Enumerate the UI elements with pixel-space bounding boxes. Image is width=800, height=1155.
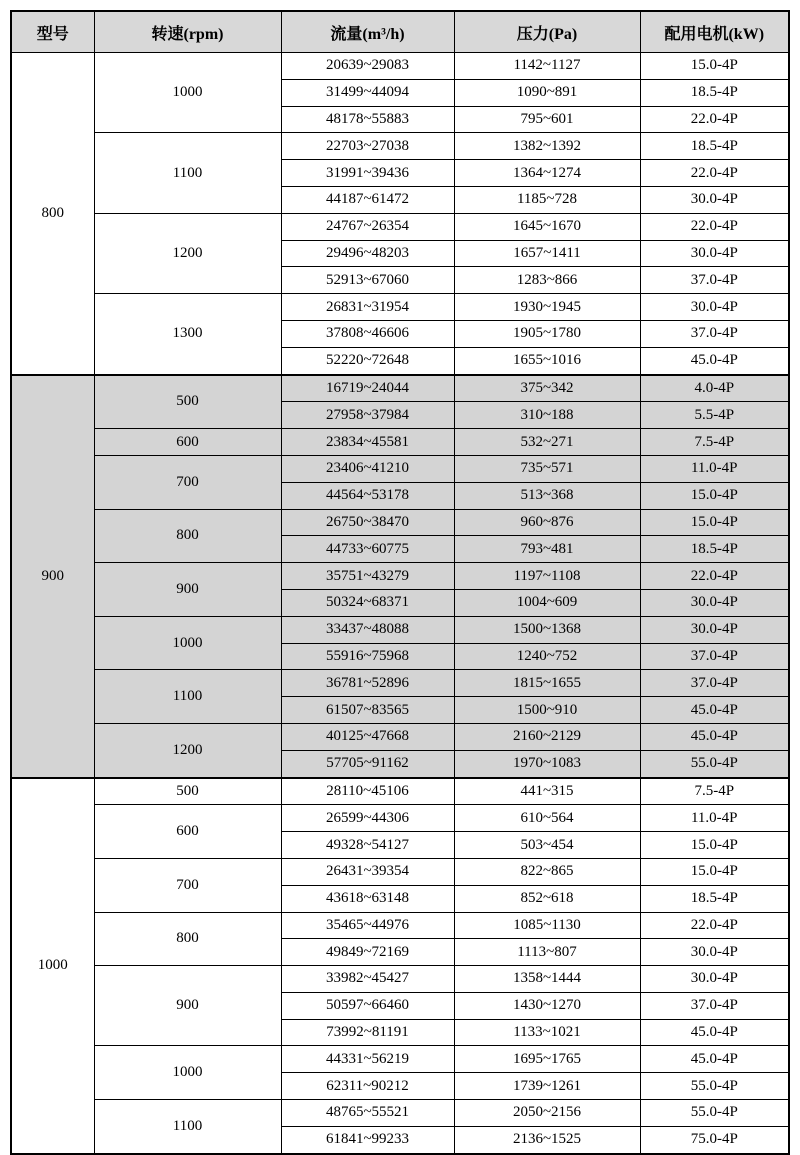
pressure-cell: 503~454 — [454, 832, 640, 859]
flow-cell: 44733~60775 — [281, 536, 454, 563]
model-cell: 900 — [11, 375, 94, 778]
pressure-cell: 1283~866 — [454, 267, 640, 294]
flow-cell: 36781~52896 — [281, 670, 454, 697]
speed-cell: 500 — [94, 375, 281, 429]
pressure-cell: 1090~891 — [454, 79, 640, 106]
motor-cell: 37.0-4P — [640, 992, 789, 1019]
table-row — [11, 858, 789, 885]
table-row — [11, 133, 789, 160]
pressure-cell: 822~865 — [454, 858, 640, 885]
motor-cell: 15.0-4P — [640, 832, 789, 859]
flow-cell: 43618~63148 — [281, 885, 454, 912]
speed-cell: 900 — [94, 563, 281, 617]
speed-cell: 1000 — [94, 53, 281, 133]
motor-cell: 18.5-4P — [640, 885, 789, 912]
motor-cell: 37.0-4P — [640, 320, 789, 347]
motor-cell: 15.0-4P — [640, 858, 789, 885]
flow-cell: 31991~39436 — [281, 160, 454, 187]
table-row — [11, 429, 789, 456]
pressure-cell: 2050~2156 — [454, 1100, 640, 1127]
pressure-cell: 1695~1765 — [454, 1046, 640, 1073]
pressure-cell: 1905~1780 — [454, 320, 640, 347]
model-cell: 800 — [11, 53, 94, 375]
flow-cell: 52220~72648 — [281, 347, 454, 374]
table-row — [11, 563, 789, 590]
flow-cell: 49328~54127 — [281, 832, 454, 859]
motor-cell: 37.0-4P — [640, 267, 789, 294]
pressure-cell: 375~342 — [454, 375, 640, 402]
table-row — [11, 1046, 789, 1073]
table-row — [11, 778, 789, 805]
flow-cell: 26431~39354 — [281, 858, 454, 885]
motor-cell: 11.0-4P — [640, 805, 789, 832]
pressure-cell: 1739~1261 — [454, 1073, 640, 1100]
flow-cell: 22703~27038 — [281, 133, 454, 160]
flow-cell: 49849~72169 — [281, 939, 454, 966]
pressure-cell: 1142~1127 — [454, 53, 640, 80]
motor-cell: 30.0-4P — [640, 240, 789, 267]
document-page — [0, 10, 800, 1148]
motor-cell: 18.5-4P — [640, 133, 789, 160]
flow-cell: 48765~55521 — [281, 1100, 454, 1127]
motor-cell: 7.5-4P — [640, 429, 789, 456]
pressure-cell: 1004~609 — [454, 589, 640, 616]
flow-cell: 35465~44976 — [281, 912, 454, 939]
speed-cell: 1100 — [94, 670, 281, 724]
motor-cell: 22.0-4P — [640, 106, 789, 133]
pressure-cell: 1197~1108 — [454, 563, 640, 590]
flow-cell: 33982~45427 — [281, 966, 454, 993]
speed-cell: 900 — [94, 966, 281, 1046]
motor-cell: 4.0-4P — [640, 375, 789, 402]
motor-cell: 45.0-4P — [640, 723, 789, 750]
flow-cell: 44187~61472 — [281, 186, 454, 213]
motor-cell: 22.0-4P — [640, 213, 789, 240]
motor-cell: 30.0-4P — [640, 616, 789, 643]
table-row — [11, 805, 789, 832]
header-model: 型号 — [11, 11, 94, 53]
header-row — [11, 11, 789, 53]
flow-cell: 62311~90212 — [281, 1073, 454, 1100]
flow-cell: 61507~83565 — [281, 697, 454, 724]
pressure-cell: 610~564 — [454, 805, 640, 832]
motor-cell: 45.0-4P — [640, 697, 789, 724]
motor-cell: 7.5-4P — [640, 778, 789, 805]
pressure-cell: 2136~1525 — [454, 1126, 640, 1153]
pressure-cell: 735~571 — [454, 455, 640, 482]
speed-cell: 800 — [94, 912, 281, 966]
pressure-cell: 1364~1274 — [454, 160, 640, 187]
pressure-cell: 852~618 — [454, 885, 640, 912]
motor-cell: 22.0-4P — [640, 912, 789, 939]
pressure-cell: 1382~1392 — [454, 133, 640, 160]
flow-cell: 26750~38470 — [281, 509, 454, 536]
speed-cell: 800 — [94, 509, 281, 563]
pressure-cell: 1240~752 — [454, 643, 640, 670]
pressure-cell: 1655~1016 — [454, 347, 640, 374]
table-row — [11, 53, 789, 80]
motor-cell: 30.0-4P — [640, 939, 789, 966]
table-row — [11, 912, 789, 939]
speed-cell: 1200 — [94, 213, 281, 293]
pressure-cell: 1500~1368 — [454, 616, 640, 643]
pressure-cell: 1645~1670 — [454, 213, 640, 240]
flow-cell: 73992~81191 — [281, 1019, 454, 1046]
motor-cell: 55.0-4P — [640, 1100, 789, 1127]
flow-cell: 44331~56219 — [281, 1046, 454, 1073]
table-row — [11, 213, 789, 240]
pressure-cell: 513~368 — [454, 482, 640, 509]
model-cell: 1000 — [11, 778, 94, 1154]
table-row — [11, 966, 789, 993]
motor-cell: 45.0-4P — [640, 1019, 789, 1046]
motor-cell: 5.5-4P — [640, 402, 789, 429]
motor-cell: 55.0-4P — [640, 1073, 789, 1100]
flow-cell: 26831~31954 — [281, 294, 454, 321]
flow-cell: 48178~55883 — [281, 106, 454, 133]
table-row — [11, 616, 789, 643]
speed-cell: 500 — [94, 778, 281, 805]
header-flow: 流量(m³/h) — [281, 11, 454, 53]
pressure-cell: 1185~728 — [454, 186, 640, 213]
flow-cell: 26599~44306 — [281, 805, 454, 832]
speed-cell: 1000 — [94, 616, 281, 670]
flow-cell: 37808~46606 — [281, 320, 454, 347]
pressure-cell: 1358~1444 — [454, 966, 640, 993]
flow-cell: 31499~44094 — [281, 79, 454, 106]
table-body — [11, 53, 789, 1154]
motor-cell: 18.5-4P — [640, 79, 789, 106]
pressure-cell: 1657~1411 — [454, 240, 640, 267]
motor-cell: 75.0-4P — [640, 1126, 789, 1153]
table-row — [11, 723, 789, 750]
flow-cell: 50597~66460 — [281, 992, 454, 1019]
pressure-cell: 1113~807 — [454, 939, 640, 966]
table-row — [11, 455, 789, 482]
flow-cell: 24767~26354 — [281, 213, 454, 240]
flow-cell: 40125~47668 — [281, 723, 454, 750]
speed-cell: 600 — [94, 805, 281, 859]
table-row — [11, 509, 789, 536]
speed-cell: 1200 — [94, 723, 281, 777]
motor-cell: 15.0-4P — [640, 482, 789, 509]
pressure-cell: 1970~1083 — [454, 750, 640, 777]
pressure-cell: 795~601 — [454, 106, 640, 133]
flow-cell: 23834~45581 — [281, 429, 454, 456]
motor-cell: 22.0-4P — [640, 160, 789, 187]
motor-cell: 45.0-4P — [640, 347, 789, 374]
motor-cell: 18.5-4P — [640, 536, 789, 563]
flow-cell: 33437~48088 — [281, 616, 454, 643]
flow-cell: 61841~99233 — [281, 1126, 454, 1153]
flow-cell: 23406~41210 — [281, 455, 454, 482]
flow-cell: 57705~91162 — [281, 750, 454, 777]
table-row — [11, 294, 789, 321]
pressure-cell: 532~271 — [454, 429, 640, 456]
pressure-cell: 1930~1945 — [454, 294, 640, 321]
pressure-cell: 441~315 — [454, 778, 640, 805]
speed-cell: 1300 — [94, 294, 281, 375]
pressure-cell: 2160~2129 — [454, 723, 640, 750]
motor-cell: 11.0-4P — [640, 455, 789, 482]
header-speed: 转速(rpm) — [94, 11, 281, 53]
pressure-cell: 960~876 — [454, 509, 640, 536]
speed-cell: 1100 — [94, 133, 281, 213]
motor-cell: 55.0-4P — [640, 750, 789, 777]
motor-cell: 37.0-4P — [640, 670, 789, 697]
flow-cell: 52913~67060 — [281, 267, 454, 294]
motor-cell: 22.0-4P — [640, 563, 789, 590]
motor-cell: 15.0-4P — [640, 53, 789, 80]
flow-cell: 27958~37984 — [281, 402, 454, 429]
header-pressure: 压力(Pa) — [454, 11, 640, 53]
pressure-cell: 310~188 — [454, 402, 640, 429]
pressure-cell: 1500~910 — [454, 697, 640, 724]
motor-cell: 45.0-4P — [640, 1046, 789, 1073]
spec-table — [10, 10, 790, 1155]
pressure-cell: 1430~1270 — [454, 992, 640, 1019]
table-row — [11, 375, 789, 402]
header-motor: 配用电机(kW) — [640, 11, 789, 53]
flow-cell: 44564~53178 — [281, 482, 454, 509]
motor-cell: 15.0-4P — [640, 509, 789, 536]
flow-cell: 35751~43279 — [281, 563, 454, 590]
speed-cell: 700 — [94, 858, 281, 912]
motor-cell: 37.0-4P — [640, 643, 789, 670]
motor-cell: 30.0-4P — [640, 186, 789, 213]
speed-cell: 600 — [94, 429, 281, 456]
flow-cell: 16719~24044 — [281, 375, 454, 402]
flow-cell: 29496~48203 — [281, 240, 454, 267]
flow-cell: 20639~29083 — [281, 53, 454, 80]
speed-cell: 1000 — [94, 1046, 281, 1100]
speed-cell: 700 — [94, 455, 281, 509]
flow-cell: 55916~75968 — [281, 643, 454, 670]
motor-cell: 30.0-4P — [640, 589, 789, 616]
flow-cell: 50324~68371 — [281, 589, 454, 616]
motor-cell: 30.0-4P — [640, 966, 789, 993]
pressure-cell: 1133~1021 — [454, 1019, 640, 1046]
pressure-cell: 793~481 — [454, 536, 640, 563]
pressure-cell: 1085~1130 — [454, 912, 640, 939]
pressure-cell: 1815~1655 — [454, 670, 640, 697]
table-row — [11, 1100, 789, 1127]
speed-cell: 1100 — [94, 1100, 281, 1154]
table-row — [11, 670, 789, 697]
flow-cell: 28110~45106 — [281, 778, 454, 805]
motor-cell: 30.0-4P — [640, 294, 789, 321]
